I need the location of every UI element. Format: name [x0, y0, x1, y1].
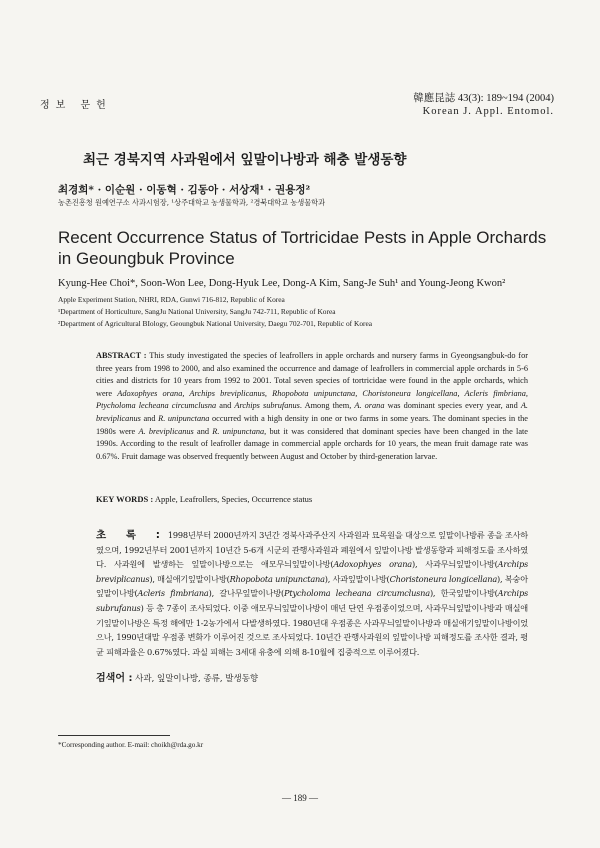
keywords	[96, 494, 312, 504]
section-label: 정보 문헌	[40, 100, 112, 111]
keywords-text: Apple, Leafrollers, Species, Occurrence status	[154, 494, 313, 504]
corresponding-author-footnote: *Corresponding author. E-mail: choikh@rda.go.kr	[58, 741, 204, 749]
search-words-label: 검색어 :	[96, 673, 133, 684]
journal-ko-ref: 韓應昆誌 43(3): 189~194 (2004)	[413, 93, 554, 104]
journal-en-name: Korean J. Appl. Entomol.	[422, 106, 554, 117]
affiliation-korean: 농촌진흥청 원예연구소 사과시험장, ¹상주대학교 농생물학과, ²경북대학교 농생물학과	[58, 198, 326, 207]
abstract-korean: 초 록 :1998년부터 2000년까지 3년간 경북사과주산지 사과원과 묘목원을 대상으로 잎말이나방류 종을 조사하였으며, 1992년부터 2001년까지 10년간 5-6개 시군의 관행사과원과 폐원에서 잎말이나방 발생동향과 피해정도를 조사하였다. 사과원에 발생하는 잎말이나방으로는 애모무늬잎말이나방(Adoxophyes orana), 사과무늬잎말이나방(Archips breviplicanus), 매실애기잎말이나방(Rhopobota unipunctana), 사과잎말이나방(Choristoneura longicellana), 복숭아잎말이나방(Acleris fimbriana), 갈나무잎말이나방(Ptycholoma lecheana circumclusna), 한국잎말이나방(Archips subrufanus) 등 총 7종이 조사되었다. 이중 애모무늬잎말이나방이 매년 단연 우점종이었으며, 사과무늬잎말이나방과 매실애기잎말이나방은 특정 해에만 1-2농가에서 다발생하였다. 1980년대 우점종은 사과무늬잎말이나방과 매실애기잎말이나방이었으나, 1990년대말 우점종 변화가 이루어진 것으로 조사되었다. 10년간 관행사과원의 잎말이나방 피해정도를 조사한 결과, 평균 피해과율은 0.67%였다. 과실 피해는 3세대 유충에 의해 8-10월에 집중적으로 이루어졌다.	[96, 529, 529, 657]
authors-english: Kyung-Hee Choi*, Soon-Won Lee, Dong-Hyuk Lee, Dong-A Kim, Sang-Je Suh¹ and Young-Jeong Kwon²	[58, 278, 506, 289]
affiliation-english-1: Apple Experiment Station, NHRI, RDA, Gunwi 716-812, Republic of Korea	[58, 295, 285, 304]
title-korean: 최근 경북지역 사과원에서 잎말이나방과 해충 발생동향	[83, 152, 407, 168]
page-number: — 189 —	[282, 793, 318, 803]
affiliation-english-3: ²Department of Agricultural BIology, Geoungbuk National University, Daegu 702-701, Republic of Korea	[58, 319, 373, 328]
title-english: Recent Occurrence Status of Tortricidae Pests in Apple Orchards in Geoungbuk Province	[58, 228, 547, 268]
search-words-text: 사과, 잎말이나방, 종류, 발생동향	[135, 674, 259, 684]
abstract-ko-label: 초 록 :	[96, 529, 168, 541]
search-words	[96, 669, 258, 684]
abstract-english: ABSTRACT : This study investigated the species of leafrollers in apple orchards and nursery farms in Gyeongsangbuk-do for three years from 1998 to 2000, and also examined the occurrence and damage of leafrollers in commercial apple orchards in 5-6 cities and districts for 10 years from 1992 to 2001. Total seven species of tortricidae were found in the apple orchards, which were Adoxophyes orana, Archips breviplicanus, Rhopobota unipunctana, Choristoneura longicellana, Acleris fimbriana, Ptycholoma lecheana circumclusna and Archips subrufanus. Among them, A. orana was dominant species every year, and A. breviplicanus and R. unipunctana occurred with a high density in one or two farms in some years. The dominant species in the 1980s were A. breviplicanus and R. unipunctana, but it was considered that dominant species have been changed in the late 1990s. According to the result of leafroller damage in commercial apple orchards for 10 years, the mean fruit damage rate was 0.67%. Fruit damage was observed frequently between August and October by third-generation larvae.	[96, 351, 528, 461]
authors-korean: 최경희* · 이순원 · 이동혁 · 김동아 · 서상재¹ · 권용정²	[58, 184, 311, 196]
keywords-label: KEY WORDS :	[96, 494, 154, 504]
abstract-label: ABSTRACT :	[96, 351, 147, 360]
affiliation-english-2: ¹Department of Horticulture, SangJu National University, SangJu 742-711, Republic of Korea	[58, 307, 336, 316]
journal-reference	[413, 92, 554, 118]
footnote-divider	[58, 735, 170, 736]
